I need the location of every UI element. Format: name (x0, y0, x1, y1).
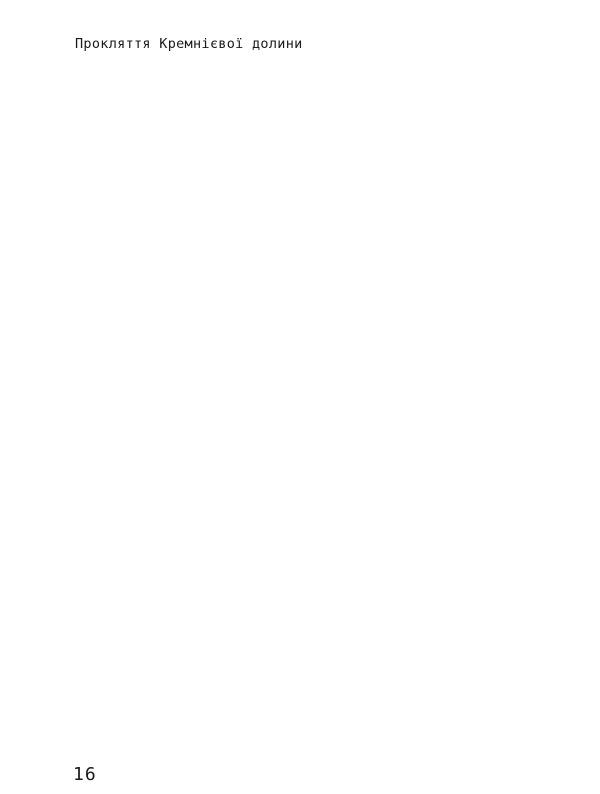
page-number: 16 (73, 764, 97, 785)
running-header: Прокляття Кремнієвої долини (75, 36, 303, 52)
